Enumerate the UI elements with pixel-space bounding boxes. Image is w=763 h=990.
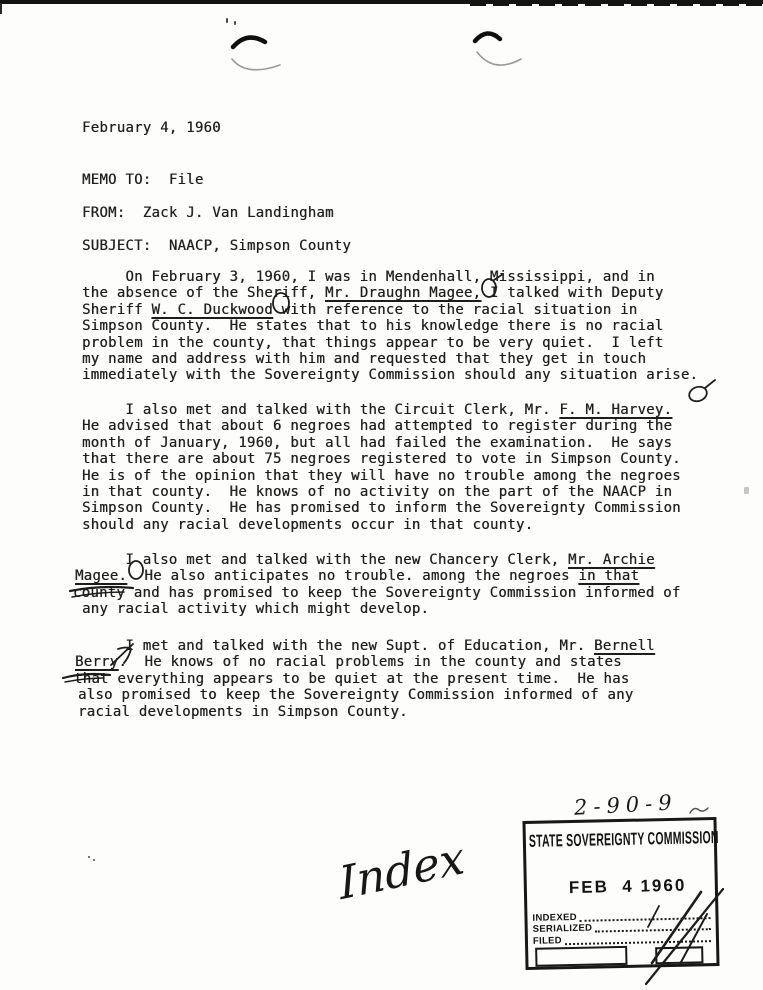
memo-text: the absence of the Sheriff, [82, 285, 326, 302]
scan-speck [88, 856, 90, 858]
memo-text: I met and talked with the new Supt. of Education, Mr. [82, 638, 595, 654]
memo-text: any racial activity which might develop. [82, 601, 430, 618]
memo-text: On February 3, 1960, I was in Mendenhall, Mississippi, and in [82, 269, 655, 285]
memo-line [82, 402, 681, 418]
memo-text: Sheriff [82, 301, 152, 318]
memo-text: problem in the county, that things appear to be very quiet. I left [82, 334, 664, 351]
subject-row [82, 238, 351, 254]
memo-date: February 4, 1960 [82, 120, 221, 136]
memo-line [82, 468, 681, 484]
scan-speck [744, 487, 749, 494]
memo-line [75, 654, 655, 670]
memo-text: Simpson County. He states that to his knowledge there is no racial [82, 318, 664, 335]
stamp-date: FEB 4 1960 [568, 875, 687, 898]
memo-text: I also met and talked with the Circuit Clerk, Mr. [82, 402, 560, 418]
memo-text: that there are about 75 negroes registered to vote in Simpson County. [82, 451, 681, 468]
from-row [82, 205, 334, 221]
memo-line [82, 517, 681, 533]
memo-to-value: File [168, 172, 204, 188]
memo-line [82, 500, 681, 516]
memo-text: . He knows of no racial problems in the county and states [118, 654, 622, 671]
memo-text: in that county. He knows of no activity on the part of the NAACP in [82, 483, 673, 500]
memo-line [82, 335, 698, 351]
memo-text: my name and address with him and requested that they get in touch [82, 350, 647, 367]
squiggle-after-file-number [690, 808, 708, 813]
memo-line [82, 638, 655, 654]
stamp-title: STATE SOVEREIGNTY COMMISSION [528, 826, 719, 851]
memo-paragraph [82, 269, 698, 384]
underlined-text: F. M. Harvey. [559, 402, 673, 418]
scan-speck [226, 18, 228, 23]
punch-hole-top-right [475, 33, 521, 65]
stamp-field-label: FILED [532, 934, 563, 947]
memo-text: that everything appears to be quiet at the present time. He has [74, 670, 630, 687]
scan-speck [93, 859, 95, 861]
memo-line [82, 451, 681, 467]
memo-text: He advised that about 6 negroes had attempted to register during the [82, 418, 673, 435]
stamp-box [655, 946, 703, 964]
memo-line [82, 318, 698, 334]
scan-corner-tick [0, 3, 2, 14]
from-value: Zack J. Van Landingham [142, 205, 334, 221]
from-label: FROM: [82, 205, 126, 221]
memo-line [82, 435, 681, 451]
stamp-dotted-leader [565, 940, 711, 945]
memo-line [82, 367, 698, 383]
memo-line [82, 351, 698, 367]
underlined-text: in that [578, 568, 640, 585]
stamp-field-label: INDEXED [532, 911, 577, 924]
memo-text: with reference to the racial situation in [272, 301, 638, 318]
memo-text: I talked with Deputy [481, 285, 664, 302]
memo-to-row [82, 172, 204, 188]
memo-text: racial developments in Simpson County. [78, 703, 408, 720]
memo-line [74, 671, 655, 687]
memo-line [82, 269, 698, 285]
memo-text: county and has promised to keep the Sovereignty Commission informed of [73, 584, 681, 601]
handwritten-index-note: Index [336, 830, 467, 911]
memo-text: should any racial developments occur in that county. [82, 516, 534, 533]
stamp-fields [532, 908, 712, 946]
memo-line [78, 687, 655, 703]
underlined-text: Mr. Draughn Magee, [325, 285, 482, 302]
memo-text: Simpson County. He has promised to inform the Sovereignty Commission [82, 500, 681, 517]
memo-paragraph [73, 552, 681, 618]
memo-line [78, 704, 655, 720]
received-stamp [522, 817, 719, 970]
underlined-text: Mr. Archie [568, 552, 655, 568]
memo-paragraph [74, 638, 655, 720]
memo-line [82, 285, 698, 301]
memo-text: month of January, 1960, but all had failed the examination. He says [82, 434, 673, 451]
stamp-field-label: SERIALIZED [532, 922, 593, 935]
memo-line [82, 552, 681, 568]
memo-paragraph [82, 402, 681, 533]
memo-text: also promised to keep the Sovereignty Commission informed of any [78, 687, 634, 704]
subject-label: SUBJECT: [82, 238, 152, 254]
punch-hole-top-left [232, 38, 280, 70]
memo-to-label: MEMO TO: [82, 172, 152, 188]
underlined-text: Bernell [594, 638, 655, 654]
memo-line [82, 418, 681, 434]
handwritten-file-number: 2-90-9 [573, 790, 679, 820]
underlined-text: W. C. Duckwood [151, 301, 273, 318]
scan-speck [234, 21, 236, 25]
memo-line [73, 585, 681, 601]
scan-edge-artifact-dashes [470, 3, 763, 6]
memo-line [82, 601, 681, 617]
memo-line [82, 484, 681, 500]
subject-value: NAACP, Simpson County [168, 238, 352, 254]
memo-text: I also met and talked with the new Chancery Clerk, [82, 552, 569, 568]
stamp-box [535, 946, 627, 967]
memo-line [82, 302, 698, 318]
memo-line [75, 568, 681, 584]
memo-text: He is of the opinion that they will have no trouble among the negroes [82, 467, 681, 484]
memo-text: He also anticipates no trouble. among the negroes [127, 568, 579, 585]
underlined-text: Berry [75, 654, 119, 671]
underlined-text: Magee. [75, 568, 128, 585]
memo-text: immediately with the Sovereignty Commission should any situation arise. [82, 367, 699, 384]
